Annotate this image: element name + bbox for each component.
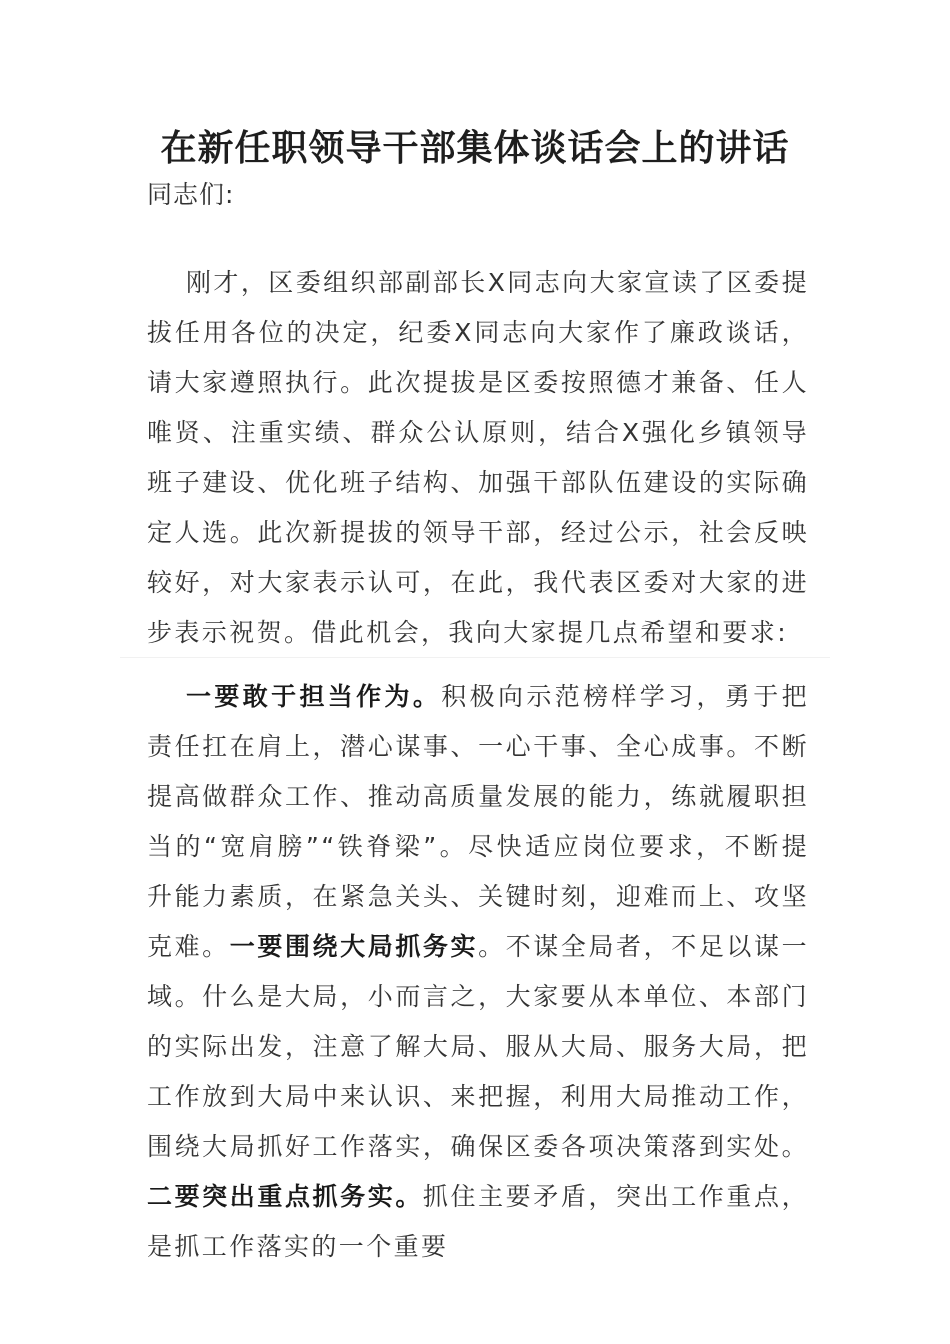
requirement-text-2: 。不谋全局者，不足以谋一域。什么是大局，小而言之，大家要从本单位、本部门的实际出发，注意了解大局、服从大局、服务大局，把工作放到大局中来认识、来把握，利用大局推动工作，围绕大局抓好工作落实，确保区委各项决策落到实处。 <box>147 932 810 1161</box>
requirement-text-3: 抓住主要矛盾，突出工作重点，是抓工作落实的一个重要 <box>147 1182 809 1261</box>
requirement-heading-3: 二要突出重点抓务实。 <box>147 1182 423 1211</box>
document-title: 在新任职领导干部集体谈话会上的讲话 <box>160 127 790 169</box>
requirement-heading-1: 一要敢于担当作为。 <box>186 682 442 711</box>
requirement-text-1: 积极向示范榜样学习，勇于把责任扛在肩上，潜心谋事、一心干事、全心成事。不断提高做群众工作、推动高质量发展的能力，练就履职担当的“宽肩膀”“铁脊梁”。尽快适应岗位要求，不断提升能力素质，在紧急关头、关键时刻，迎难而上、攻坚克难。 <box>147 682 810 961</box>
requirement-heading-2: 一要围绕大局抓务实 <box>229 932 479 961</box>
paragraph-requirements <box>147 672 809 1272</box>
divider <box>120 657 830 658</box>
paragraph-intro: 刚才，区委组织部副部长X同志向大家宣读了区委提拔任用各位的决定，纪委X同志向大家作了廉政谈话，请大家遵照执行。此次提拔是区委按照德才兼备、任人唯贤、注重实绩、群众公认原则，结合X强化乡镇领导班子建设、优化班子结构、加强干部队伍建设的实际确定人选。此次新提拔的领导干部，经过公示，社会反映较好，对大家表示认可，在此，我代表区委对大家的进步表示祝贺。借此机会，我向大家提几点希望和要求: <box>147 268 809 647</box>
salutation: 同志们: <box>147 180 235 209</box>
